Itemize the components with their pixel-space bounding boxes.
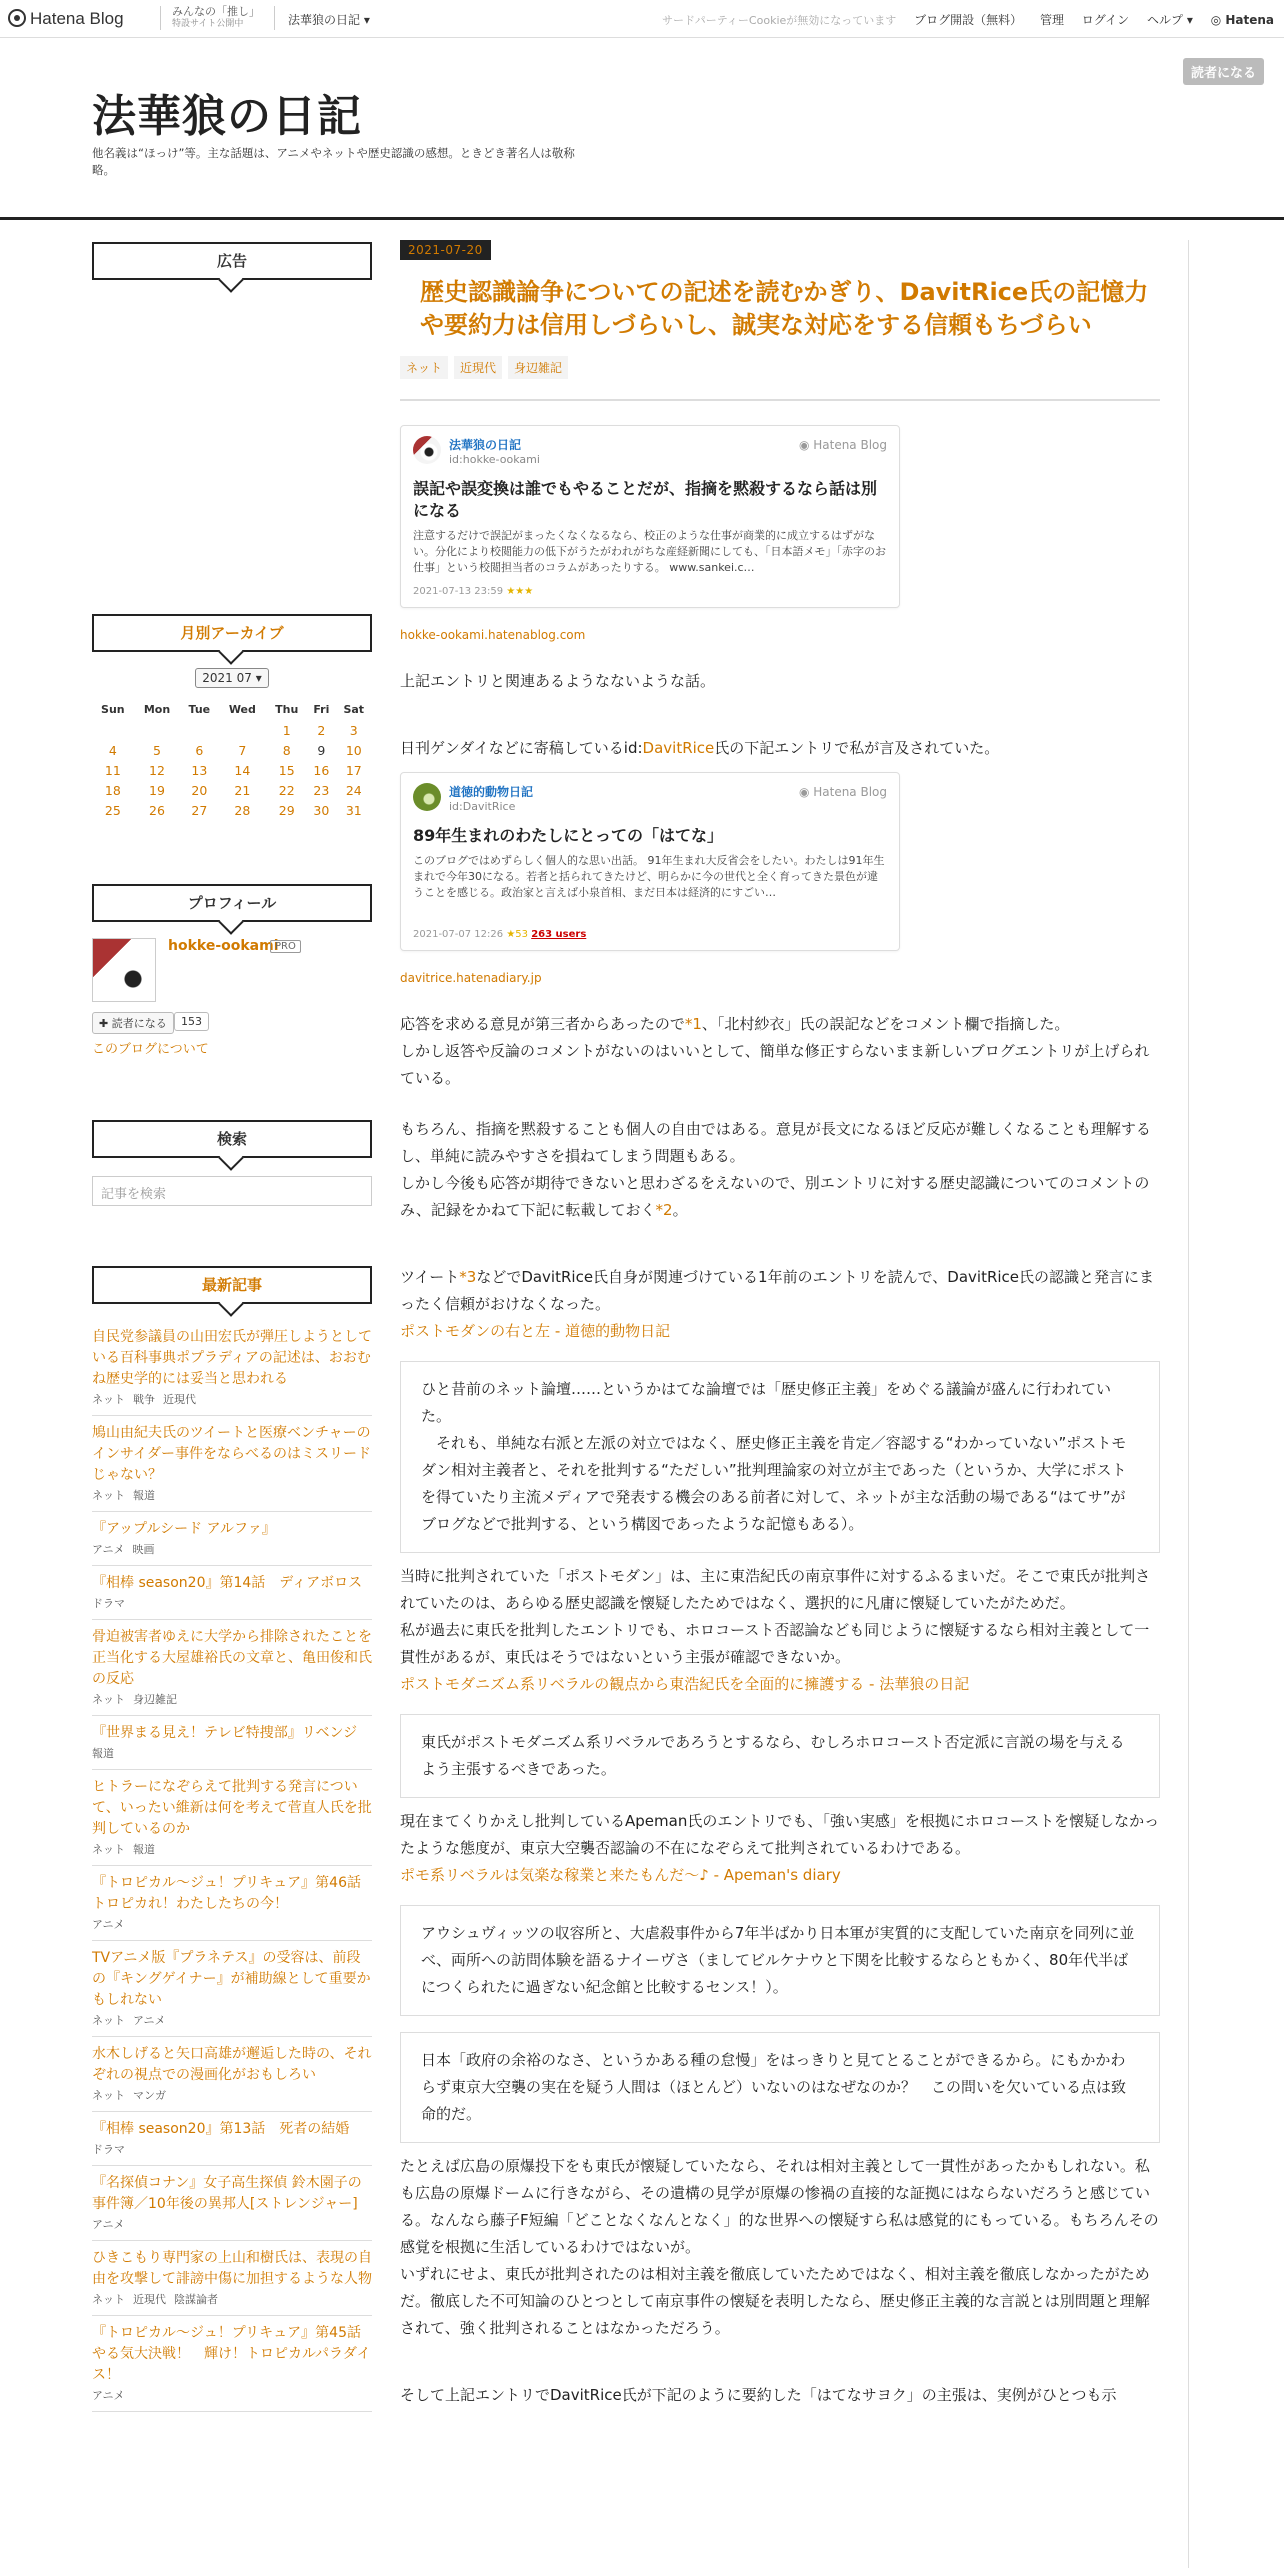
login-link[interactable]: ログイン bbox=[1081, 13, 1130, 27]
recent-entry-title[interactable]: 骨迫被害者ゆえに大学から排除されたことを正当化する大屋雄裕氏の文章と、亀田俊和氏の反応 bbox=[92, 1629, 372, 1687]
recent-heading-text: 最新記事 bbox=[201, 1276, 262, 1294]
category-link[interactable]: マンガ bbox=[133, 2089, 166, 2102]
calendar-weekday: Mon bbox=[143, 702, 171, 716]
hatena-logo-icon: ◉ bbox=[798, 785, 814, 799]
cookie-notice: サードパーティーCookieが無効になっています bbox=[662, 14, 897, 27]
category-link[interactable]: ネット bbox=[92, 1843, 125, 1856]
calendar-weekday: Thu bbox=[275, 702, 299, 716]
recent-entry bbox=[92, 1320, 372, 1416]
badge-text: Hatena Blog bbox=[813, 785, 887, 799]
recent-entry-categories bbox=[92, 1541, 372, 1557]
calendar-day[interactable]: 9 bbox=[317, 742, 326, 758]
calendar-day[interactable]: 6 bbox=[195, 742, 204, 758]
recent-entry-title[interactable]: 『アップルシード アルファ』 bbox=[92, 1521, 276, 1537]
divider bbox=[274, 6, 275, 30]
calendar-day[interactable]: 18 bbox=[104, 782, 121, 798]
calendar-day[interactable]: 7 bbox=[238, 742, 247, 758]
calendar-day[interactable]: 28 bbox=[234, 802, 251, 818]
calendar-day[interactable]: 11 bbox=[104, 762, 121, 778]
text: 。 bbox=[672, 1201, 688, 1219]
recent-entry bbox=[92, 1866, 375, 1941]
category-link[interactable]: 報道 bbox=[92, 1747, 114, 1760]
recent-entry bbox=[92, 2166, 372, 2241]
recent-entry-title[interactable]: 『相棒 season20』第13話 死者の結婚 bbox=[92, 2121, 350, 2137]
footnote-link[interactable]: *2 bbox=[655, 1201, 673, 1219]
recent-entry-title[interactable]: 自民党参議員の山田宏氏が弾圧しようとしている百科事典ポプラディアの記述は、おおむね歴史学的には妥当と思われる bbox=[92, 1329, 372, 1387]
category-link[interactable]: 近現代 bbox=[133, 2293, 166, 2306]
entry-link[interactable]: ポストモダニズム系リベラルの観点から東浩紀氏を全面的に擁護する - 法華狼の日記 bbox=[400, 1675, 970, 1693]
blog-icon bbox=[413, 436, 441, 464]
calendar-day[interactable]: 26 bbox=[149, 802, 165, 818]
embed-date: 2021-07-13 23:59 bbox=[413, 586, 504, 597]
hatena-blog-badge bbox=[799, 785, 887, 799]
blockquote: アウシュヴィッツの収容所と、大虐殺事件から7年半ばかり日本軍が実質的に支配していた南京を同列に並べ、両所への訪問体験を語るナイーヴさ（ましてビルケナウと下関を比較するならともかく、80年代半ばにつくられたに過ぎない紀念館と比較するセンス！）。 bbox=[400, 1905, 1160, 2016]
recent-entry-categories bbox=[92, 2291, 372, 2307]
recent-entry-categories bbox=[92, 2141, 372, 2157]
recent-entry-categories bbox=[92, 1595, 372, 1611]
recent-entry-title[interactable]: 『世界まる見え！テレビ特捜部』リベンジ bbox=[92, 1725, 358, 1741]
blockquote: ひと昔前のネット論壇……というかはてな論壇では「歴史修正主義」をめぐる議論が盛んに行われていた。 それも、単純な右派と左派の対立ではなく、歴史修正主義を肯定／容認する“わかっていない”ポストモダン相対主義者と、それを批判する“ただしい”批判理論家の対立が主であった（というか、大学にポストを得ていたり主流メディアで発表する機会のある前者に対して、ネットが主な活動の場である“はてサ”がブログなどで批判する、という構図であったような記憶もある）。 bbox=[400, 1361, 1160, 1553]
category-link[interactable]: アニメ bbox=[92, 2389, 125, 2402]
calendar-day[interactable]: 17 bbox=[345, 762, 362, 778]
paragraph: 当時に批判されていた「ポストモダン」は、主に東浩紀氏の南京事件に対するふるまいだ。そこで東氏が批判されていたのは、あらゆる歴史認識を懐疑したためではなく、選択的に凡庸に懐疑していたがためだ。 私が過去に東氏を批判したエントリでも、ホロコースト否認論なども同じように懐疑するなら相対主義として一貫性があるが、東氏はそうではないという主張が確認できないか。 bbox=[400, 1567, 1151, 1666]
subscriber-count: 153 bbox=[174, 1012, 209, 1031]
entry-link[interactable]: ポモ系リベラルは気楽な稼業と来たもんだ〜♪ - Apeman's diary bbox=[400, 1866, 841, 1884]
blog-menu[interactable]: 法華狼の日記 ▾ bbox=[288, 13, 370, 27]
search-heading-text: 検索 bbox=[216, 1130, 247, 1148]
recent-entry-title[interactable]: 『相棒 season20』第14話 ディアボロス bbox=[92, 1575, 363, 1591]
paragraph: 上記エントリと関連あるようなないような話。 bbox=[400, 672, 716, 690]
category-link[interactable]: アニメ bbox=[92, 2218, 125, 2231]
entry-article bbox=[400, 240, 1160, 2409]
embed-title[interactable]: 誤記や誤変換は誰でもやることだが、指摘を黙殺するなら話は別になる bbox=[413, 479, 878, 520]
embed-meta bbox=[413, 929, 887, 940]
recent-entry-title[interactable]: ヒトラーになぞらえて批判する発言について、いったい維新は何を考えて菅直人氏を批判しているのか bbox=[92, 1779, 372, 1837]
category-link[interactable]: アニメ bbox=[92, 1918, 125, 1931]
blog-header bbox=[0, 38, 1284, 220]
category-link[interactable]: アニメ bbox=[133, 2014, 166, 2027]
recent-entry-title[interactable]: 鳩山由紀夫氏のツイートと医療ベンチャーのインサイダー事件をならべるのはミスリードじゃない？ bbox=[92, 1425, 372, 1483]
recent-entry bbox=[92, 2037, 372, 2112]
recent-entry-title[interactable]: 『トロピカル～ジュ！プリキュア』第45話 やる気大決戦！ 輝け！トロピカルパラダイス！ bbox=[92, 2325, 375, 2383]
blockquote: 東氏がポストモダニズム系リベラルであろうとするなら、むしろホロコースト否定派に言説の場を与えるよう主張するべきであった。 bbox=[400, 1714, 1160, 1798]
embed-blog-name[interactable]: 道徳的動物日記 bbox=[449, 785, 534, 799]
star-icon: ★★★ bbox=[506, 586, 534, 597]
recent-heading bbox=[92, 1266, 372, 1304]
recent-entry-title[interactable]: 『名探偵コナン』女子高生探偵 鈴木園子の事件簿／10年後の異邦人[ストレンジャー] bbox=[92, 2175, 362, 2212]
calendar-weekday: Sat bbox=[343, 702, 365, 716]
logo-text: Hatena Blog bbox=[30, 9, 124, 28]
calendar-day[interactable]: 5 bbox=[153, 742, 161, 758]
calendar-day[interactable]: 25 bbox=[104, 802, 121, 818]
category-link[interactable]: 映画 bbox=[132, 1543, 155, 1556]
recent-entry bbox=[92, 2112, 372, 2166]
recent-entry-categories bbox=[92, 1916, 372, 1932]
recent-entry bbox=[92, 1941, 372, 2037]
calendar-weekday: Tue bbox=[188, 702, 211, 716]
user-link[interactable]: DavitRice bbox=[642, 739, 715, 757]
pro-badge: PRO bbox=[270, 940, 301, 953]
category-link[interactable]: ネット bbox=[92, 2293, 125, 2306]
recent-entry bbox=[92, 1620, 372, 1716]
search-heading bbox=[92, 1120, 372, 1158]
calendar-day[interactable]: 21 bbox=[234, 782, 251, 798]
calendar-day[interactable]: 23 bbox=[313, 782, 330, 798]
category-link[interactable]: ドラマ bbox=[92, 2143, 125, 2156]
calendar-day[interactable]: 31 bbox=[345, 802, 362, 818]
calendar-day[interactable]: 27 bbox=[191, 802, 208, 818]
embed-blog-name[interactable]: 法華狼の日記 bbox=[449, 438, 522, 452]
recent-entry bbox=[92, 1566, 372, 1620]
entry-date[interactable]: 2021-07-20 bbox=[400, 240, 491, 260]
recent-entry-categories bbox=[92, 2216, 372, 2232]
recent-entry-categories bbox=[92, 1391, 372, 1407]
category-link[interactable]: 戦争 bbox=[133, 1393, 155, 1406]
calendar-day[interactable]: 29 bbox=[278, 802, 295, 818]
subscribe-button[interactable]: 読者になる bbox=[1183, 58, 1264, 85]
profile-module bbox=[92, 938, 372, 1057]
recent-entry-categories bbox=[92, 2012, 372, 2028]
category-tag[interactable]: ネット bbox=[400, 356, 448, 379]
embed-title[interactable]: 89年生まれのわたしにとっての「はてな」 bbox=[413, 826, 723, 845]
embed-blog-id: id:hokke-ookami bbox=[449, 453, 540, 466]
blog-card-embed[interactable] bbox=[400, 772, 900, 951]
embed-excerpt: 注意するだけで誤記がまったくなくなるなら、校正のような仕事が商業的に成立するはずがない。分化により校閲能力の低下がうたがわれがちな産経新聞にしても、「日本語メモ」「赤字のお仕事」という校閲担当者のコラムがあったりする。 www.sankei.c… bbox=[413, 529, 886, 574]
recent-entry-title[interactable]: 水木しげると矢口高雄が邂逅した時の、それぞれの視点での漫画化がおもしろい bbox=[92, 2046, 372, 2083]
paragraph bbox=[400, 1264, 1160, 1345]
follow-button[interactable]: ✚ 読者になる bbox=[92, 1012, 174, 1034]
category-link[interactable]: ネット bbox=[92, 1393, 125, 1406]
divider bbox=[400, 399, 1160, 401]
category-tag[interactable]: 身辺雑記 bbox=[508, 356, 568, 379]
paragraph bbox=[400, 1116, 1160, 1224]
category-link[interactable]: ネット bbox=[92, 2089, 125, 2102]
avatar[interactable] bbox=[92, 938, 156, 1002]
star-icon: ★53 bbox=[506, 929, 529, 940]
ad-heading-text: 広告 bbox=[216, 252, 247, 270]
recent-entry-title[interactable]: ひきこもり専門家の上山和樹氏は、表現の自由を攻撃して誹謗中傷に加担するような人物 bbox=[92, 2250, 372, 2287]
main-right-border bbox=[1188, 240, 1189, 2568]
text: 、「北村紗衣」氏の誤記などをコメント欄で指摘した。 bbox=[701, 1015, 1070, 1033]
category-link[interactable]: ネット bbox=[92, 1693, 125, 1706]
calendar-weekday: Fri bbox=[313, 702, 330, 716]
category-link[interactable]: ネット bbox=[92, 1489, 125, 1502]
calendar-day[interactable]: 14 bbox=[234, 762, 251, 778]
recent-entry-title[interactable]: TVアニメ版『プラネテス』の受容は、前段の『キングゲイナー』が補助線として重要かもしれない bbox=[92, 1950, 371, 2008]
embed-date: 2021-07-07 12:26 bbox=[413, 929, 504, 940]
hatena-link[interactable]: ◎ Hatena bbox=[1210, 13, 1274, 27]
recent-entry-categories bbox=[92, 2387, 372, 2403]
calendar-day[interactable]: 12 bbox=[149, 762, 165, 778]
ad-heading bbox=[92, 242, 372, 280]
embed-meta bbox=[413, 586, 887, 597]
calendar-day[interactable]: 1 bbox=[282, 722, 291, 738]
calendar-day[interactable]: 10 bbox=[345, 742, 362, 758]
paragraph bbox=[400, 1011, 1160, 1092]
footnote-link[interactable]: *3 bbox=[459, 1268, 477, 1286]
recent-entry bbox=[92, 1770, 372, 1866]
embed-source-link[interactable]: hokke-ookami.hatenablog.com bbox=[400, 628, 586, 642]
text: 氏の下記エントリで私が言及されていた。 bbox=[714, 739, 1000, 757]
embed-blog-id: id:DavitRice bbox=[449, 800, 516, 813]
paragraph: そして上記エントリでDavitRice氏が下記のように要約した「はてなサヨク」の主張は、実例がひとつも示 bbox=[400, 2386, 1117, 2404]
recent-entry bbox=[92, 2241, 372, 2316]
recent-entry bbox=[92, 1416, 372, 1512]
calendar-day[interactable]: 30 bbox=[313, 802, 330, 818]
about-blog-link[interactable]: このブログについて bbox=[92, 1042, 209, 1057]
promo-line1: みんなの「推し」 bbox=[172, 5, 260, 18]
paragraph bbox=[400, 1808, 1160, 1889]
text: しかし返答や反論のコメントがないのはいいとして、簡単な修正すらないまま新しいブログエントリが上げられている。 bbox=[400, 1042, 1150, 1087]
text: などでDavitRice氏自身が関連づけている1年前のエントリを読んで、DavitRice氏の認識と発言にまったく信頼がおけなくなった。 bbox=[400, 1268, 1155, 1313]
embed-excerpt: このブログではめずらしく個人的な思い出話。 91年生まれ大反省会をしたい。わたしは91年生まれで今年30になる。若者と括られてきたけど、明らかに今の世代と全く育ってきた景色が違うことを感じる。政治家と言えば小泉首相、まだ日本は経済的にすごい… bbox=[413, 854, 885, 899]
calendar-weekday: Wed bbox=[228, 702, 256, 716]
hatena-text: Hatena bbox=[1225, 13, 1274, 27]
help-menu[interactable]: ヘルプ ▾ bbox=[1147, 13, 1193, 27]
category-link[interactable]: アニメ bbox=[92, 1543, 125, 1556]
badge-text: Hatena Blog bbox=[813, 438, 887, 452]
category-link[interactable]: 報道 bbox=[133, 1489, 155, 1502]
calendar-day[interactable]: 20 bbox=[191, 782, 208, 798]
calendar-day bbox=[218, 720, 266, 740]
entry-categories bbox=[400, 356, 1160, 379]
text: 現在まてくりかえし批判しているApeman氏のエントリでも、「強い実感」を根拠にホロコーストを懐疑しなかったような態度が、東京大空襲否認論の不在になぞらえて批判されているわけである。 bbox=[400, 1812, 1160, 1857]
recent-entry-categories bbox=[92, 1691, 372, 1707]
calendar-day bbox=[134, 720, 181, 740]
blockquote: 日本「政府の余裕のなさ、というかある種の怠慢」をはっきりと見てとることができるから。にもかかわらず東京大空襲の実在を疑う人間は（ほとんど）いないのはなぜなのか？ この問いを欠いている点は致命的だ。 bbox=[400, 2032, 1160, 2143]
hatena-logo-icon: ◉ bbox=[798, 438, 814, 452]
hatena-blog-badge bbox=[799, 438, 887, 452]
recent-entry-categories bbox=[92, 2087, 372, 2103]
category-link[interactable]: ネット bbox=[92, 2014, 125, 2027]
profile-heading bbox=[92, 884, 372, 922]
open-blog-link[interactable]: ブログ開設（無料） bbox=[914, 13, 1023, 27]
promo-line2: 特設サイト公開中 bbox=[172, 19, 244, 29]
recent-entry-categories bbox=[92, 1745, 372, 1761]
recent-entry-title[interactable]: 『トロピカル～ジュ！プリキュア』第46話 トロピカれ！わたしたちの今！ bbox=[92, 1875, 375, 1912]
calendar-day bbox=[92, 720, 134, 740]
search-input[interactable]: 記事を検索 bbox=[92, 1176, 372, 1206]
blog-title[interactable]: 法華狼の日記 bbox=[92, 91, 362, 142]
hatena-logo-icon bbox=[8, 9, 26, 27]
calendar-day[interactable]: 4 bbox=[108, 742, 117, 758]
calendar-day[interactable]: 19 bbox=[149, 782, 165, 798]
recent-entry-categories bbox=[92, 1841, 372, 1857]
archive-month-select[interactable]: 2021 07 ▾ bbox=[195, 668, 269, 688]
calendar-day[interactable]: 13 bbox=[191, 762, 208, 778]
avatar-image bbox=[93, 939, 156, 1002]
calendar-day[interactable]: 2 bbox=[317, 722, 326, 738]
entry-link[interactable]: ポストモダンの右と左 - 道徳的動物日記 bbox=[400, 1322, 671, 1340]
promo-banner[interactable] bbox=[172, 5, 260, 31]
category-tag[interactable]: 近現代 bbox=[454, 356, 502, 379]
calendar-day bbox=[180, 720, 218, 740]
paragraph: たとえば広島の原爆投下をも東氏が懐疑していたなら、それは相対主義として一貫性があったかもしれない。私も広島の原爆ドームに行きながら、その遺構の見学が原爆の惨禍の直接的な証拠にはならないだろうと感じている。なんなら藤子F短編「どことなくなんとなく」的な世界への懐疑すら私は感覚的にもっている。もちろんその感覚を根拠に生活しているわけではないが。 いずれにせよ、東氏が批判されたのは相対主義を徹底していたためではなく、相対主義を徹底しなかったがためだ。徹底した不可知論のひとつとして南京事件の懐疑を表明したなら、歴史修正主義的な言説とは別問題と理解されて、強く批判されることはなかっただろう。 bbox=[400, 2157, 1159, 2337]
entry-title[interactable]: 歴史認識論争についての記述を読むかぎり、DavitRice氏の記憶力や要約力は信用しづらいし、誠実な対応をする信頼もちづらい bbox=[420, 278, 1149, 339]
manage-link[interactable]: 管理 bbox=[1039, 13, 1064, 27]
recent-entry bbox=[92, 1716, 372, 1770]
calendar-day[interactable]: 3 bbox=[349, 722, 358, 738]
category-link[interactable]: 近現代 bbox=[163, 1393, 196, 1406]
calendar-day[interactable]: 15 bbox=[278, 762, 295, 778]
recent-entries-list bbox=[92, 1320, 375, 2412]
hatena-blog-logo[interactable] bbox=[8, 9, 124, 29]
calendar-day[interactable]: 8 bbox=[282, 742, 291, 758]
text: 日刊ゲンダイなどに寄稿しているid: bbox=[400, 739, 643, 757]
category-link[interactable]: 身辺雑記 bbox=[133, 1693, 177, 1706]
archive-calendar bbox=[92, 668, 372, 820]
category-link[interactable]: ドラマ bbox=[92, 1597, 125, 1610]
archive-heading bbox=[92, 614, 372, 652]
global-header bbox=[0, 0, 1284, 38]
text: 応答を求める意見が第三者からあったので bbox=[400, 1015, 685, 1033]
calendar-day[interactable]: 22 bbox=[278, 782, 295, 798]
recent-entry bbox=[92, 1512, 372, 1566]
recent-entry bbox=[92, 2316, 375, 2412]
category-link[interactable]: 陰謀論者 bbox=[174, 2293, 218, 2306]
divider bbox=[160, 6, 161, 30]
text: もちろん、指摘を黙殺することも個人の自由ではある。意見が長文になるほど反応が難しくなることも理解するし、単純に読みやすさを損ねてしまう問題もある。 bbox=[400, 1120, 1151, 1165]
footnote-link[interactable]: *1 bbox=[684, 1015, 702, 1033]
bookmark-users[interactable]: 263 users bbox=[531, 929, 587, 940]
calendar-table bbox=[92, 698, 372, 820]
profile-name[interactable]: hokke-ookami bbox=[168, 938, 279, 954]
blog-description: 他名義は“ほっけ”等。主な話題は、アニメやネットや歴史認識の感想。ときどき著名人は敬称略。 bbox=[92, 146, 575, 177]
blog-card-embed[interactable] bbox=[400, 425, 900, 608]
text: ツイート bbox=[400, 1268, 460, 1286]
calendar-day[interactable]: 16 bbox=[313, 762, 330, 778]
paragraph bbox=[400, 735, 1160, 762]
profile-heading-text: プロフィール bbox=[187, 894, 277, 912]
paragraph bbox=[400, 1671, 1160, 1698]
blog-icon bbox=[413, 783, 441, 811]
recent-entry-categories bbox=[92, 1487, 372, 1503]
embed-source-link[interactable]: davitrice.hatenadiary.jp bbox=[400, 971, 542, 985]
text: しかし今後も応答が期待できないと思わざるをえないので、別エントリに対する歴史認識についてのコメントのみ、記録をかねて下記に転載しておく bbox=[400, 1174, 1150, 1219]
archive-heading-text: 月別アーカイブ bbox=[180, 624, 284, 642]
header-right-nav bbox=[648, 11, 1274, 28]
calendar-day[interactable]: 24 bbox=[345, 782, 362, 798]
category-link[interactable]: 報道 bbox=[133, 1843, 155, 1856]
calendar-weekday: Sun bbox=[101, 702, 125, 716]
